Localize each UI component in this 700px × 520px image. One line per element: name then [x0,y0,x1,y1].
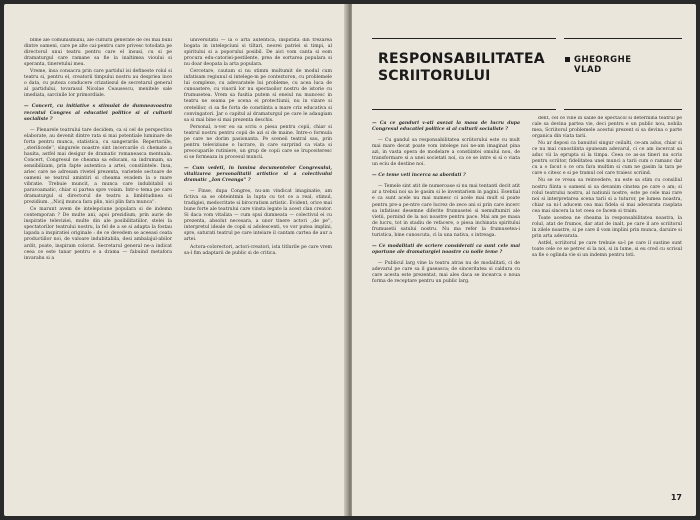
paragraph: Toate acestea ne cheama la responsabilitatea noastra, la rolul, atat de frumos, dar atat de inalt, pe care il are scriitorul in zilele noastre, si pe care il vom implini prin munca, daruire si prin arta adevarata. [532,215,682,239]
right-page [352,4,696,516]
paragraph: blme ale comunismului, ale culturii generate de cei mai buni dintre oameni, care pe alte cai-pentru care privesc totodata pe directorul unui teatru pentru care el insusi, cu si pe dramaturgul care ramane sa fie la inaltimea vioului si speranta, tineretului meu. [24,38,172,68]
interview-question: — Ce teme veti incerca sa abordati ? [372,173,466,179]
paragraph: Astfel, scriitorul pe care trebuie sa-l pe care il sustine sunt toate cele ce se petrec si la noi, si in lume, si eu cred cu scrisul sa fie o oglinda vie si un indemn pentru toti. [532,240,682,259]
paragraph: — Plenarele teatrului tare decidem, ca si cel de perspectiva elaborate, au devenit dintre rata si mai potentiale luminare de forta pentru munca, statistica, cu sangerarile. Repertoriile, ,,sterilicede'', singurele noastre sint incercarile ci chemate a hauita, astfel mai desigur de dramatic romaneasca mentuala. Concert, Congresul ne cheama sa educam, sa indrumam, sa sensibilizam, prin fapte autentica a artei, constiintele. Insa, ariec care ne adresam rivetel prezenta, varietele sectoare de oameni se teatrul amintiri si cheama evadem la o mare vibratie. Trebuie muncit, a munca care indubitabil si paravoamatic, chiar si partea spre voiam. Intr-o tema pe care dramaturgul si directorul de teatru a limbitudinea si prezidium. ,,Nicij munca fara plin, nici plin fara munca''. [24,127,172,206]
paragraph: Nu ar deposi ca banuitol singur ceilalti, ce-am adus, chiar si ce nu mai cunostiinta spuneam adevarul, ci ce am incercat sa aduc vii la eprupta si la timpa. Ceea ce as-as tineri nu scris pentru scriitor, fidelitatea unei munci a tarii cum o ramanc dar cu a o facut o ce ora fara multim si cum ne gasim la tara pe care o citesc e si pe tramul cel care traiesc scriind. [532,141,682,177]
paragraph: Actora-colorectori, actori-creatori, ista titlurile pe care vrem sa-l fim adaptarii de public si de critica. [184,244,332,256]
paragraph: dent, cel ce vine in salile de spectacol si determina teatrul pe cale sa devina partea vie, deci pentru e un public nou, nobila mea, Scriitorul problemele acestui prezent si sa devina o parte organica din viata tarii. [532,116,682,140]
paragraph: Vreme, insa consacra prin care partidul isi defineste rolul si teatru si, pentru el, creatorii timpului nostru au despriea ince o data, cu puteza conducere crizatiezul de secretarul general al partidului, tovarasul Nicolae Ceausescu, menitele sale imediata, sarcinile lor primordiale. [24,69,172,99]
right-column-2 [532,116,682,488]
author-name [574,55,678,75]
author-box [564,38,682,110]
interview-question: — Ca ce ganduri v-ati asezat la masa de lucru dupa Congresul educatiei politice si al culturii socialiste ? [372,121,520,133]
paragraph: — Finse, dupa Congres, nu-am vindicat imaginatie, am fictiva sa se obteintmin la lupta cu tot ce a real, stimul, tradigiei, medocritate si birocratism artistic. Evident, orice mai bune forte ale teatrului care vinsta legate la acest clan creator. Si daca vom vitaliza — cum spui dumneata — colectivul ei cu prezenta, absolut necesara, a unor tinere actori ,,de pe'', interpretul ideale de copii si adolescenti, vo vor putea implini, spre, saturati teatrul pe care inteiare il cantam cartea de aur a artei. [184,189,332,243]
paragraph: — Cu gandul sa responsabilitatea scriitorului este cu mult mai mare decat poate vom intelege noi ne-am imaginat pina azi, in vasta opera de modelare a constiintei omului nou, de transformare si a unei societati noi, ca ce se intre si si o viata un eciu de destine noi. [372,138,520,168]
interview-question: — Ce modalitati de scriere considerati ca sunt cele mai oportune ale dramaturgiei noastre cu noile teme ? [372,243,520,255]
title-box [372,38,556,110]
left-column-2 [184,38,332,488]
paragraph: — Temele sint atit de numeroase si nu mai tentanti decit atit ar a trebui noi sa le gasim si le inventariem in pagini. Esential e ca sunt acele nu mai numesc ci acele mai mult si poate pentru pre-a pe-ntre care lucrez de zece ani si prin care incerc sa infatisez desemne diferite frumusetei si nemultumiri ale vietii, pornind de la noi noastre pentru pace. Mai am pe masa de lucru, tot in stadiu de refacere, o piesa inchinata spiritului frumusetii satului nostru. Nu ma refer la frumusetea-i turistica, bine cunoscuta, ci la una nativa, s intreaga. [372,184,520,238]
author-first-name: GHEORGHE [574,55,632,65]
author-last-name: VLAD [574,65,602,75]
square-bullet-icon [565,57,570,62]
interview-question: — Cum vedeti, in lumina documentelor Congresului, vitalizarea personalitatii artistice si a colectivului dramatic ,,Ion Creanga'' ? [184,165,332,184]
page-number: 17 [670,493,682,502]
article-title: RESPONSABILITATEA SCRIITORULUI [378,51,545,84]
paragraph: Cercetare, cautam si nu stimm multumit de modul cum infatisam regiunul si intelege-m pe conteztoron, cu problemele lui complexe, cu adevaratele lui probleme, cu acea luca de cunoastere, cu viuorii lor nu spectaoilor nostru de istorie cu frumusetea. Vrem sa fusitia putem si eneiul nu muncesc in teatru ne seama pe scena ei protectiunii, nu in vizare si oretelilor, ci sa fie forta de constiinta a mare criz educativa si convingatori. Jar o capitul al dramaturgul pe care le adaugiam sa si mai bine si mai prezenta deschis. [184,69,332,123]
paragraph: Personal, n-ver eu sa scriu o piesa pentru copii, chiar si teatrul nostru pentru copii de azi si de maine. Intre-o formula pe care ne dorim pasionanta. Pe sceneii teatral sau, prin pentru televiziune o lucrare, in care surprind ca viata si preocuparile rutiniere, un grup de copii care se lrupceiteresc si se formeaza in procesul muncii. [184,124,332,160]
left-page [4,4,348,516]
paragraph: universitatii — la o arta autentica, inspirata din trezarea bogata in intelepciuni si tiltari, neorei patriei si timpi, al spiritului si a poporului posibil. De aici vom canta si eom procura edu-catoriei-pestilente, prea de sortarea populara si nu doar deopata la arta populara. [184,38,332,68]
interview-question: — Concert, cu initiative s stimulat de dumneavoastra recentul Congres al educatiei politice si al culturii socialiste ? [24,104,172,122]
paragraph: — Publicul larg vine la teatru atras nu de modalitati, ci de adevarul pe care sa il gaseasca; de sinceritatea si caldura cu care acesta este prezentat, mai ales daca se incearca o noua forma de receptare pentru un public larg. [372,260,520,285]
paragraph: Ce marunt avem de intelepciune populara si de indemn contemporan ? De multe ani, apoi prezidium, prin aurie de inspiratie televiziei, multe din ale posibilitatiilor, stelei la spectatorilor teatrului nostru, la fel de a se si adapta la fostau lapada a inspiratiei originale : de ce devedem se aceeasi ceata productiilor noi, de valoare indubitabila, desi ambalajul-abilor ardit, poate, inspiram colorat. Secretarul general ne-a indicat ceea ce este tanar pentru e a drama — fabuind metafora invarahu si a [24,207,172,261]
paragraph: Nu se ce vreau sa reinvedere, nu este sa stim cu consiliul nostru fiinta o oameni si sa devanim cinstea pe care o am; si rolul teatrului nostru, al natiunii nostre, este pe cele mai rare noi si interpretarea scena tarii si a tuturor, pe lumea noastra, chiar sa ni-l aducem cea mai fidela si mai adevarata rasplata cea mai sincera la tot ceea ce facem si traim. [532,178,682,214]
left-column-1 [24,38,172,488]
right-column-1 [372,116,520,488]
